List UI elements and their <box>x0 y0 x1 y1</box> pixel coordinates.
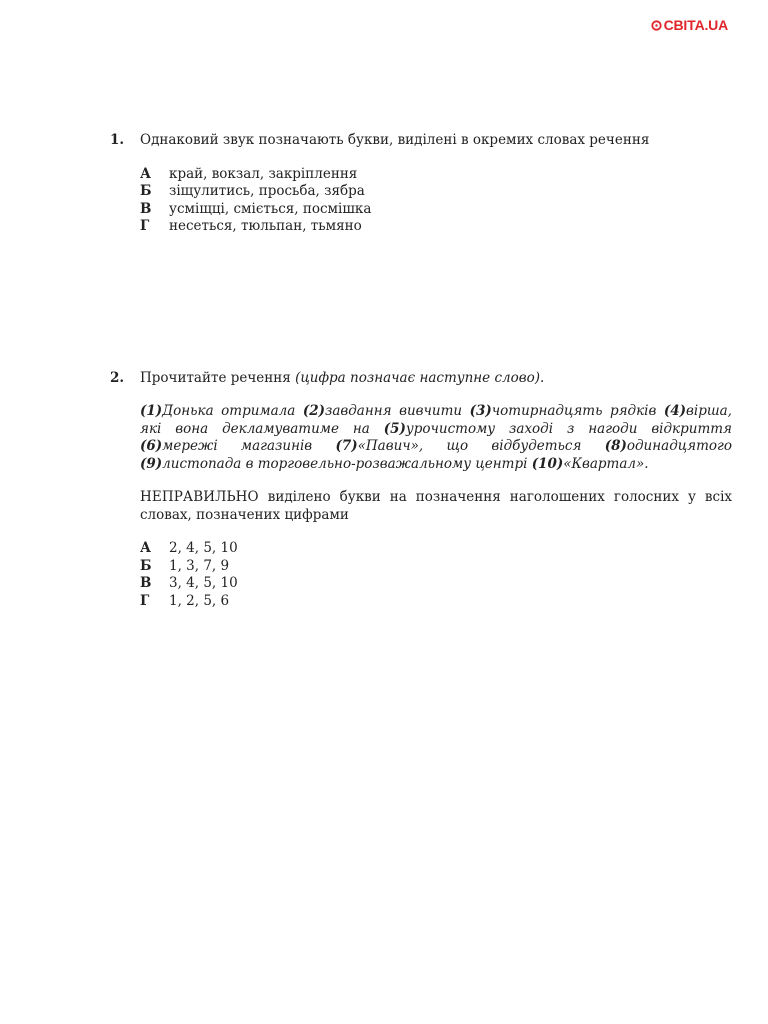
question-intro: Прочитайте речення <box>140 369 291 386</box>
option-letter: В <box>140 200 152 217</box>
site-logo[interactable] <box>651 17 728 33</box>
option-text: несеться, тюльпан, тьмяно <box>169 218 362 234</box>
passage-segment: Донька отримала <box>162 403 303 419</box>
answer-option[interactable] <box>140 540 732 558</box>
passage-segment: мережі магазинів <box>162 438 336 454</box>
option-letter: Г <box>140 592 150 609</box>
option-text: 3, 4, 5, 10 <box>169 575 238 591</box>
answer-option[interactable] <box>140 593 732 611</box>
answer-options <box>140 540 732 610</box>
logo-icon <box>651 20 662 31</box>
passage-segment: вірша, які вона декламуватиме на <box>140 403 732 437</box>
word-number: (6) <box>140 438 163 454</box>
passage-segment: одинадцятого <box>626 438 732 454</box>
option-text: 1, 2, 5, 6 <box>169 592 230 609</box>
word-number: (7) <box>335 438 358 454</box>
question-1 <box>110 132 732 236</box>
passage-segment: завдання вивчити <box>324 403 470 419</box>
answer-option[interactable] <box>140 558 732 576</box>
word-number: (2) <box>302 403 325 419</box>
word-number: (1) <box>140 403 163 419</box>
answer-option[interactable] <box>140 183 732 201</box>
question-intro-note: (цифра позначає наступне слово). <box>295 369 545 386</box>
option-letter: Г <box>140 218 150 234</box>
option-letter: А <box>140 540 151 556</box>
option-letter: А <box>140 165 151 182</box>
answer-option[interactable] <box>140 166 732 184</box>
word-number: (8) <box>604 438 627 454</box>
passage-segment: урочистому заході з нагоди відкриття <box>405 420 732 437</box>
word-number: (5) <box>383 420 406 437</box>
task-text: виділено букви на позначення наголошених голосних у всіх словах, позначених цифрами <box>140 489 732 523</box>
option-text: зіщулитись, просьба, зябра <box>169 183 365 199</box>
answer-option[interactable] <box>140 575 732 593</box>
reading-passage <box>140 403 732 473</box>
option-letter: В <box>140 575 152 591</box>
option-text: усміщці, сміється, посмішка <box>169 200 372 217</box>
option-text: край, вокзал, закріплення <box>169 165 358 182</box>
logo-text: СВІТА.UA <box>663 17 728 33</box>
word-number: (3) <box>469 403 492 419</box>
test-content <box>110 132 732 610</box>
option-letter: Б <box>140 183 152 199</box>
word-number: (4) <box>663 403 687 419</box>
question-number: 2. <box>110 369 125 386</box>
passage-segment: листопада в торговельно-розважальному центрі <box>162 455 532 472</box>
passage-segment: «Квартал». <box>563 455 649 472</box>
option-text: 1, 3, 7, 9 <box>169 557 230 574</box>
task-emphasis: НЕПРАВИЛЬНО <box>140 489 259 505</box>
question-2 <box>110 370 732 611</box>
question-text <box>140 370 732 388</box>
question-text: Однаковий звук позначають букви, виділені в окремих словах речення <box>140 132 650 148</box>
option-text: 2, 4, 5, 10 <box>169 540 238 556</box>
question-number: 1. <box>110 132 125 148</box>
task-instruction <box>140 489 732 524</box>
word-number: (9) <box>140 455 163 472</box>
answer-option[interactable] <box>140 201 732 219</box>
option-letter: Б <box>140 557 152 574</box>
answer-options <box>140 166 732 236</box>
passage-segment: чотирнадцять рядків <box>491 403 664 419</box>
word-number: (10) <box>531 455 564 472</box>
passage-segment: «Павич», що відбудеться <box>357 438 605 454</box>
answer-option[interactable] <box>140 218 732 236</box>
